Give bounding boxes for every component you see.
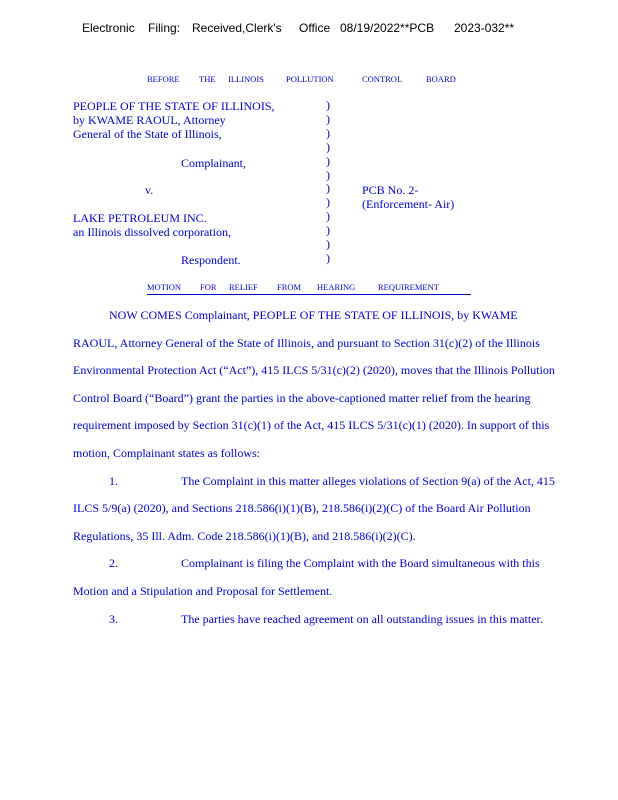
motion-word: RELIEF [229, 282, 258, 292]
defendant-line: an Illinois dissolved corporation, [73, 225, 231, 239]
header-stamp: 08/19/2022**PCB [340, 21, 435, 35]
paragraph-number: 1. [109, 473, 118, 488]
title-word: BOARD [426, 74, 456, 84]
paragraph-text: The Complaint in this matter alleges violations of Section 9(a) of the Act, 415 ILCS 5/9(a) (2020), and Sections 218.586(i)(1)(B), 218.586(i)(2)(C) of the Board Air Pollution Regulations, 35 Ill. Adm. Code 218.586(i)(1)(B), and 218.586(i)(2)(C). [73, 473, 555, 543]
title-word: CONTROL [362, 74, 403, 84]
motion-word: MOTION [147, 282, 181, 292]
defendant-block [73, 211, 231, 239]
paragraph-number: 2. [109, 556, 118, 571]
enforcement-label: (Enforcement- Air) [362, 197, 455, 211]
plaintiff-line: General of the State of Illinois, [73, 127, 222, 141]
header-office: Office [299, 21, 331, 35]
motion-word: HEARING [317, 282, 356, 292]
plaintiff-block [73, 99, 275, 141]
numbered-paragraph [73, 468, 563, 551]
motion-title [147, 282, 471, 295]
title-word: THE [199, 74, 216, 84]
plaintiff-line: PEOPLE OF THE STATE OF ILLINOIS, [73, 99, 275, 113]
motion-word: REQUIREMENT [378, 282, 439, 292]
plaintiff-line: by KWAME RAOUL, Attorney [73, 113, 226, 127]
numbered-paragraph [73, 606, 563, 634]
header-electronic: Electronic [82, 21, 135, 35]
title-word: BEFORE [147, 74, 180, 84]
title-word: ILLINOIS [228, 74, 264, 84]
respondent-label: Respondent. [181, 253, 241, 267]
title-word: POLLUTION [286, 74, 334, 84]
paragraph-text: Complainant is filing the Complaint with the Board simultaneous with this Motion and a Stipulation and Proposal for Settlement. [73, 556, 540, 598]
intro-paragraph: NOW COMES Complainant, PEOPLE OF THE STATE OF ILLINOIS, by KWAME RAOUL, Attorney General of the State of Illinois, and pursuant to Section 31(c)(2) of the Illinois Environmental Protection Act (“Act”), 415 ILCS 5/31(c)(2) (2020), moves that the Illinois Pollution Control Board (“Board”) grant the parties in the above-captioned matter relief from the hearing requirement imposed by Section 31(c)(1) of the Act, 415 ILCS 5/31(c)(1) (2020). In support of this motion, Complainant states as follows: [73, 308, 555, 460]
paragraph-number: 3. [109, 611, 118, 626]
complainant-label: Complainant, [181, 156, 246, 170]
paragraph-text: The parties have reached agreement on all outstanding issues in this matter. [181, 611, 543, 626]
motion-word: FROM [277, 282, 302, 292]
defendant-line: LAKE PETROLEUM INC. [73, 211, 207, 225]
motion-body [73, 302, 563, 633]
motion-word: FOR [200, 282, 217, 292]
pcb-number: PCB No. 2- [362, 183, 419, 197]
header-received: Received,Clerk's [192, 21, 282, 35]
versus-label: v. [145, 183, 154, 197]
header-case-number: 2023-032** [454, 21, 515, 35]
caption-parentheses: ) ) ) ) ) ) ) ) ) ) ) ) [326, 98, 330, 265]
numbered-paragraph [73, 550, 563, 605]
header-filing: Filing: [148, 21, 181, 35]
